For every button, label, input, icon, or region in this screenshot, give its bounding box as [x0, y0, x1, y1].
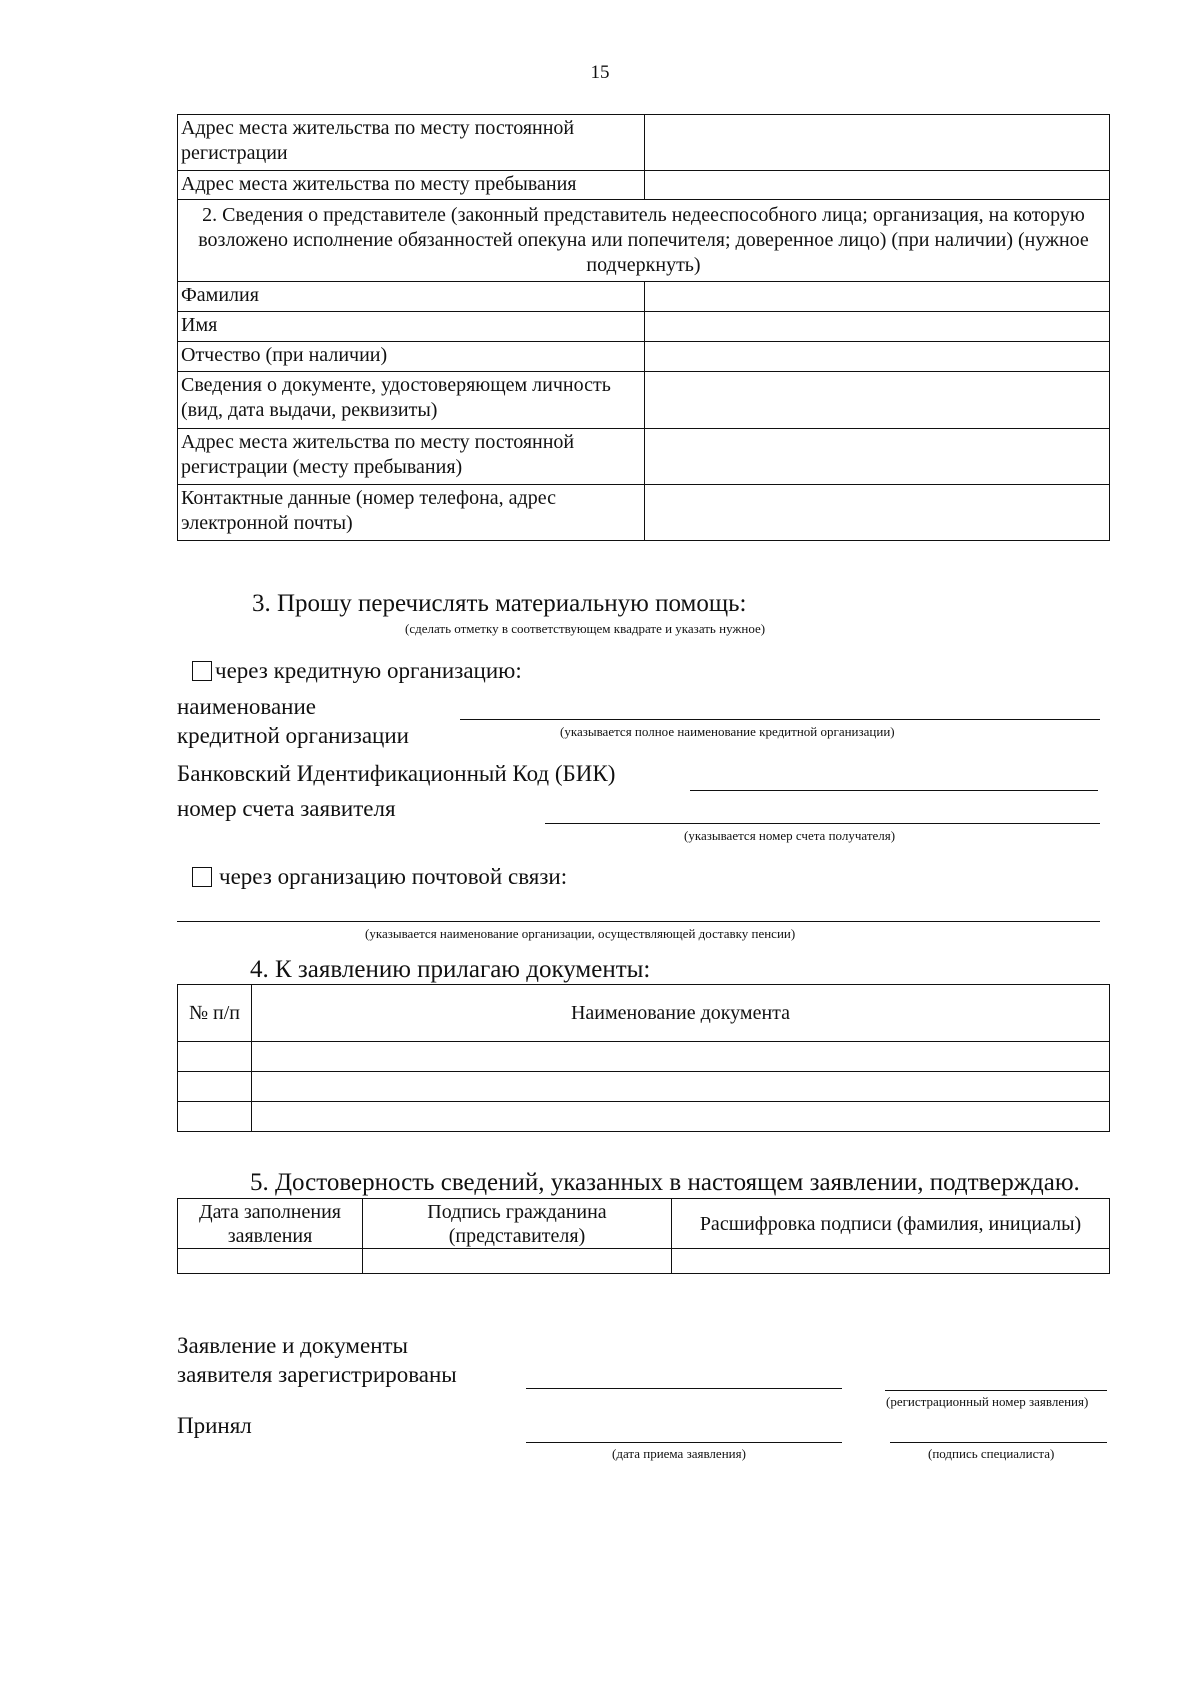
value-cell[interactable]	[645, 429, 1110, 485]
option-bank-label: через кредитную организацию:	[215, 658, 522, 683]
row-label: Имя	[178, 312, 645, 342]
value-cell[interactable]	[645, 282, 1110, 312]
value-cell[interactable]	[645, 115, 1110, 171]
doc-name-cell[interactable]	[252, 1072, 1110, 1102]
row-label: Адрес места жительства по месту постоянной регистрации (месту пребывания)	[178, 429, 645, 485]
date-hint: (дата приема заявления)	[612, 1446, 746, 1461]
table-row	[178, 1072, 1110, 1102]
account-field[interactable]	[545, 823, 1100, 824]
registration-field[interactable]	[526, 1388, 842, 1389]
col-name-header: Наименование документа	[252, 985, 1110, 1042]
col-date-header: Дата заполнения заявления	[178, 1199, 363, 1249]
bank-name-hint: (указывается полное наименование кредитной организации)	[560, 724, 895, 739]
bik-label: Банковский Идентификационный Код (БИК)	[177, 761, 616, 786]
table-row	[178, 115, 1110, 171]
bank-name-label-line2: кредитной организации	[177, 723, 409, 748]
table-row	[178, 282, 1110, 312]
doc-name-cell[interactable]	[252, 1042, 1110, 1072]
section2-header: 2. Сведения о представителе (законный представитель недееспособного лица; организация, на которую возложено исполнение обязанностей опекуна или попечителя; доверенное лицо) (при наличии) (нужное подчеркнуть)	[178, 200, 1110, 282]
reg-number-field[interactable]	[885, 1390, 1107, 1391]
table-header-row	[178, 985, 1110, 1042]
accepted-label: Принял	[177, 1413, 252, 1438]
table-row	[178, 1249, 1110, 1274]
value-cell[interactable]	[645, 342, 1110, 372]
account-label: номер счета заявителя	[177, 796, 396, 821]
table-row	[178, 312, 1110, 342]
col-sign-header: Подпись гражданина (представителя)	[363, 1199, 672, 1249]
account-hint: (указывается номер счета получателя)	[684, 828, 896, 843]
registration-text-line2: заявителя зарегистрированы	[177, 1362, 457, 1387]
table-row	[178, 1042, 1110, 1072]
post-org-field[interactable]	[177, 921, 1100, 922]
registration-text-line1: Заявление и документы	[177, 1333, 409, 1358]
specialist-signature-field[interactable]	[890, 1442, 1107, 1443]
col-num-header: № п/п	[178, 985, 252, 1042]
table-header-row	[178, 1199, 1110, 1249]
col-decode-header: Расшифровка подписи (фамилия, инициалы)	[672, 1199, 1110, 1249]
date-cell[interactable]	[178, 1249, 363, 1274]
reg-number-hint: (регистрационный номер заявления)	[886, 1394, 1089, 1409]
section3-note: (сделать отметку в соответствующем квадрате и указать нужное)	[405, 621, 766, 636]
table-row	[178, 342, 1110, 372]
option-post[interactable]	[192, 864, 567, 890]
row-label: Отчество (при наличии)	[178, 342, 645, 372]
post-hint: (указывается наименование организации, осуществляющей доставку пенсии)	[365, 926, 796, 941]
value-cell[interactable]	[645, 372, 1110, 429]
row-label: Сведения о документе, удостоверяющем личность (вид, дата выдачи, реквизиты)	[178, 372, 645, 429]
table-row	[178, 429, 1110, 485]
table-row	[178, 1102, 1110, 1132]
table-row	[178, 372, 1110, 429]
table-row	[178, 485, 1110, 541]
signature-table	[177, 1198, 1110, 1274]
row-label: Фамилия	[178, 282, 645, 312]
value-cell[interactable]	[645, 485, 1110, 541]
section3-title: 3. Прошу перечислять материальную помощь:	[252, 590, 747, 617]
doc-num-cell[interactable]	[178, 1102, 252, 1132]
bank-checkbox[interactable]	[192, 661, 212, 681]
bank-name-label-line1: наименование	[177, 694, 316, 719]
sign-cell[interactable]	[363, 1249, 672, 1274]
doc-num-cell[interactable]	[178, 1072, 252, 1102]
row-label: Адрес места жительства по месту постоянной регистрации	[178, 115, 645, 171]
value-cell[interactable]	[645, 171, 1110, 200]
page-number: 15	[590, 62, 610, 83]
documents-table	[177, 984, 1110, 1132]
table-row	[178, 171, 1110, 200]
row-label: Адрес места жительства по месту пребывания	[178, 171, 645, 200]
option-post-label: через организацию почтовой связи:	[219, 864, 568, 889]
doc-num-cell[interactable]	[178, 1042, 252, 1072]
decode-cell[interactable]	[672, 1249, 1110, 1274]
option-bank[interactable]	[192, 658, 522, 684]
doc-name-cell[interactable]	[252, 1102, 1110, 1132]
bik-field[interactable]	[690, 790, 1098, 791]
bank-name-field[interactable]	[460, 719, 1100, 720]
accept-date-field[interactable]	[526, 1442, 842, 1443]
section2-header-row	[178, 200, 1110, 282]
representative-table	[177, 114, 1110, 541]
signature-hint: (подпись специалиста)	[928, 1446, 1055, 1461]
post-checkbox[interactable]	[192, 867, 212, 887]
value-cell[interactable]	[645, 312, 1110, 342]
section4-title: 4. К заявлению прилагаю документы:	[250, 956, 651, 983]
section5-title: 5. Достоверность сведений, указанных в настоящем заявлении, подтверждаю.	[250, 1169, 1080, 1196]
row-label: Контактные данные (номер телефона, адрес электронной почты)	[178, 485, 645, 541]
